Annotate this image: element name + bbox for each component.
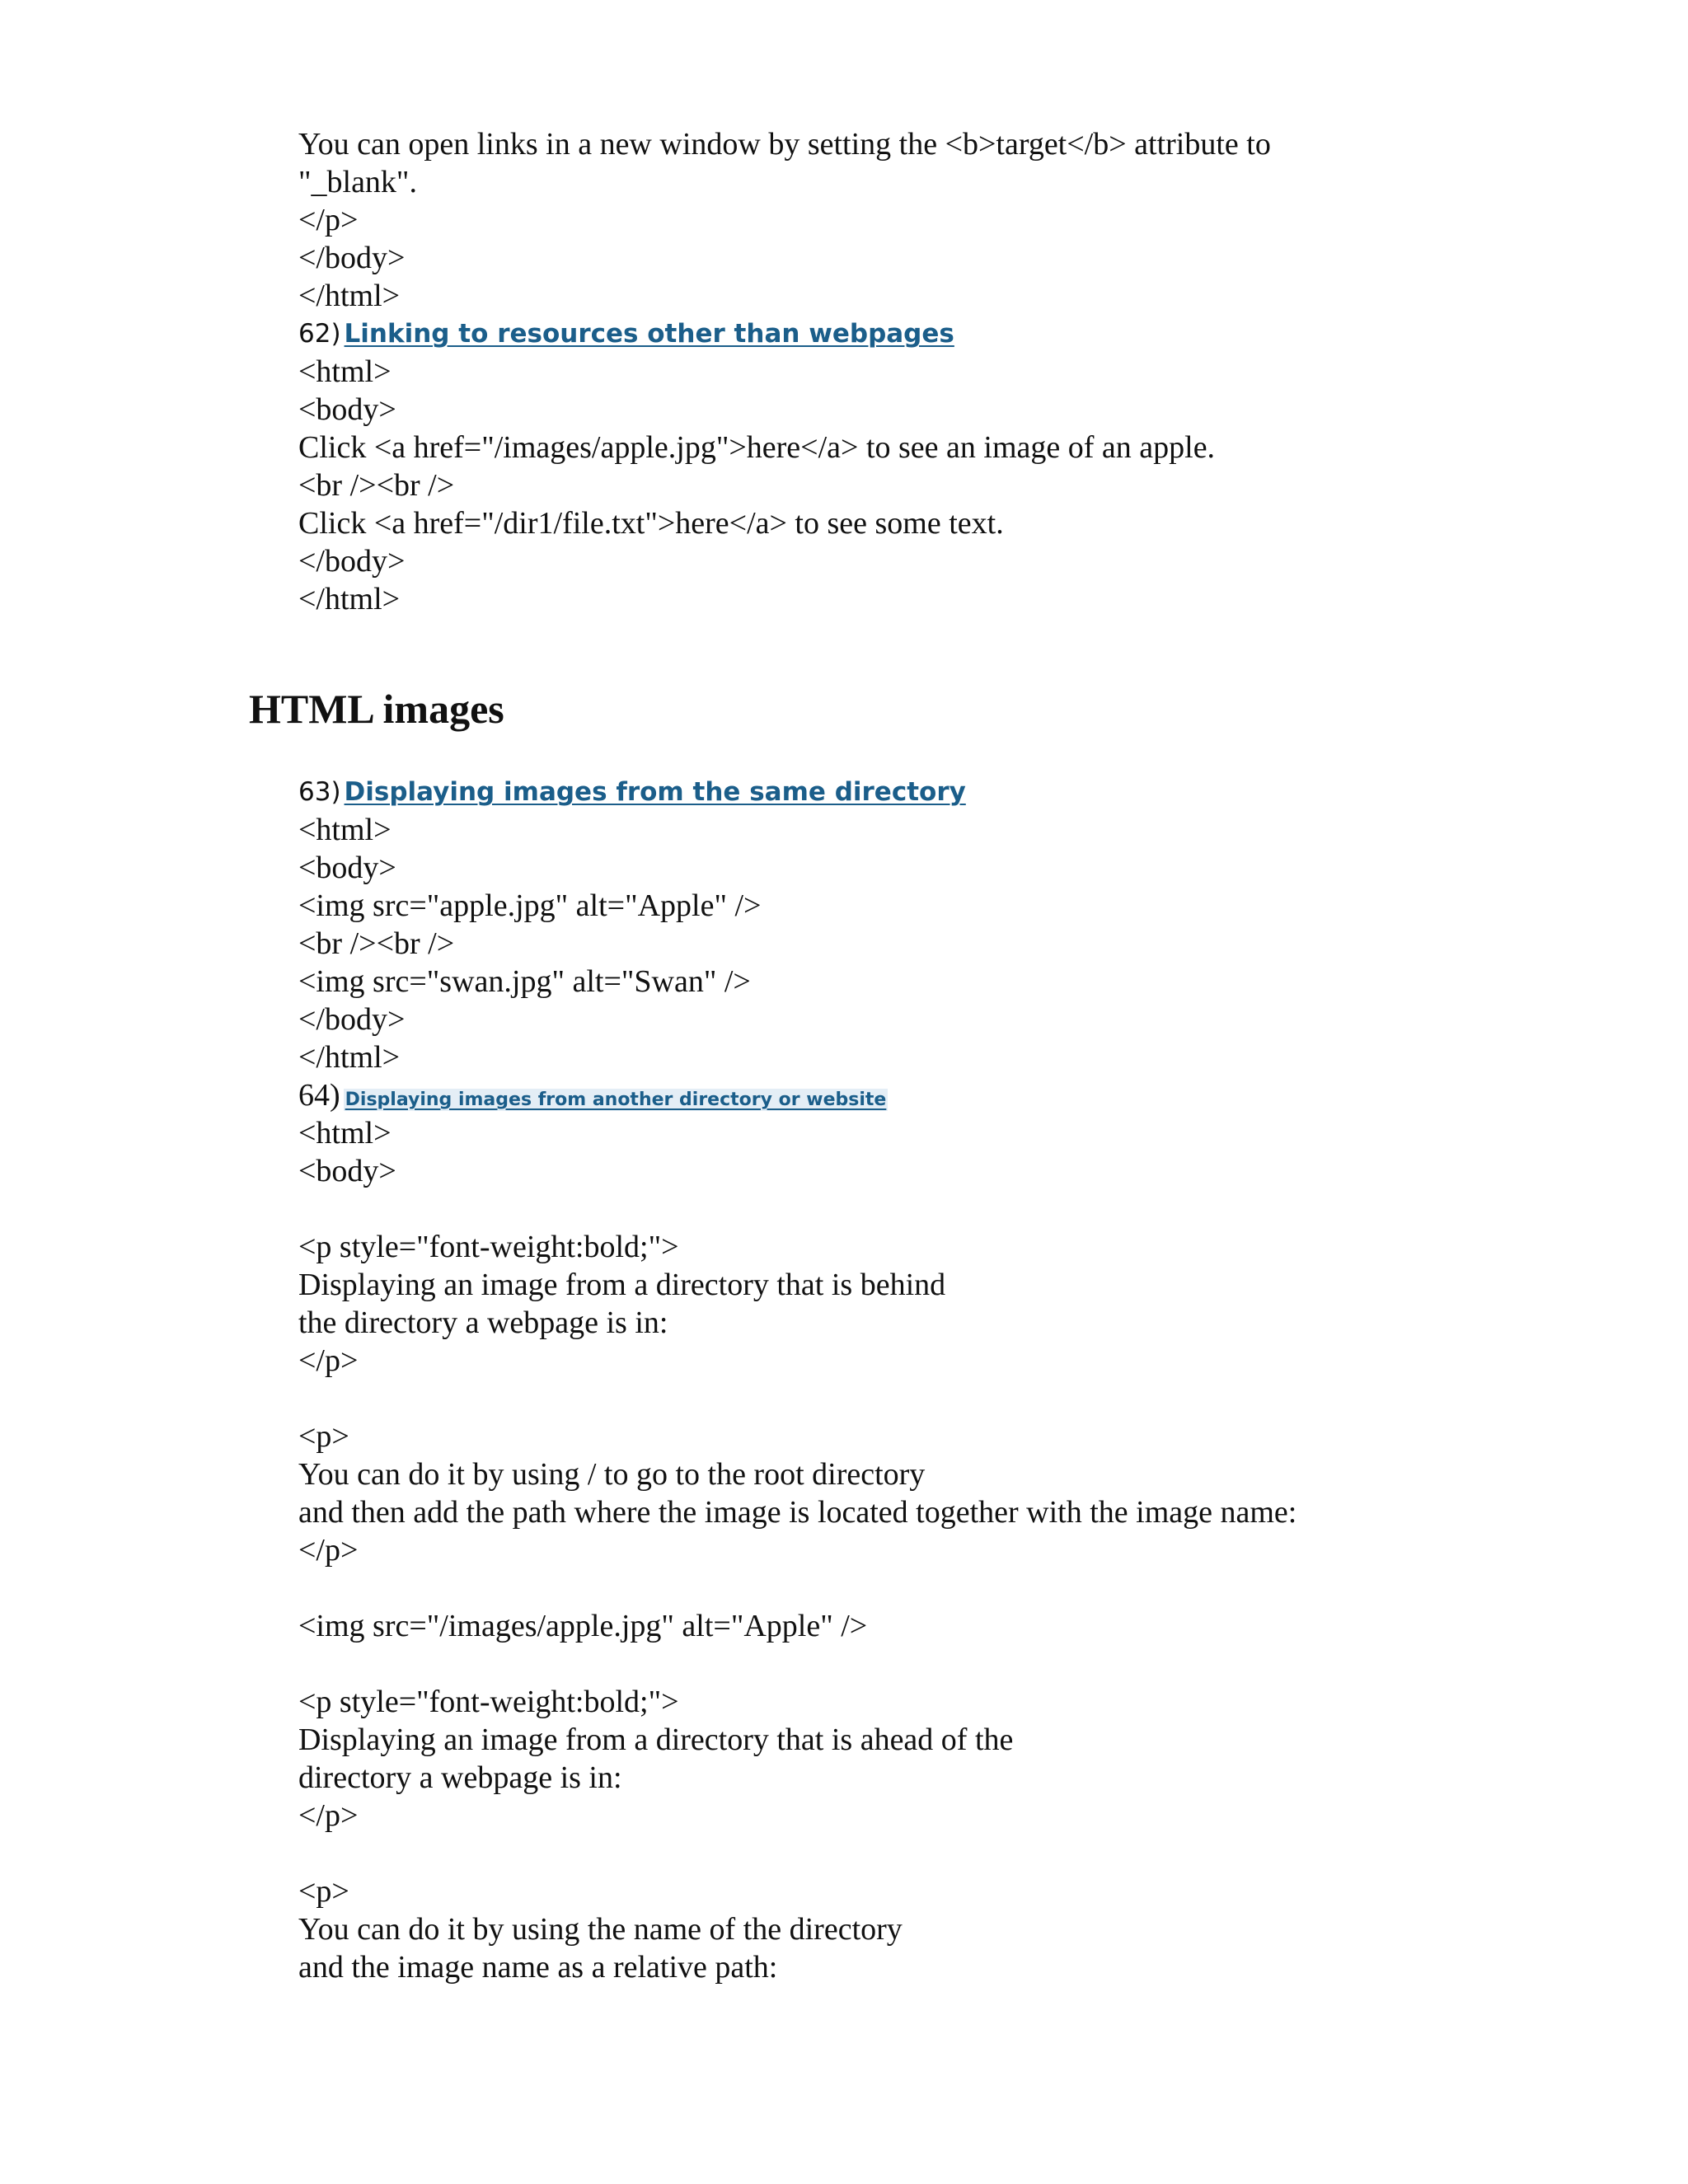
code-line: </html> [298, 582, 401, 616]
code-line: <p style="font-weight:bold;"> [298, 1230, 679, 1264]
code-line: You can open links in a new window by setting the <b>target</b> attribute to [298, 127, 1271, 162]
code-line: Click <a href="/dir1/file.txt">here</a> to see some text. [298, 506, 1004, 541]
blank-line [298, 1190, 1535, 1228]
code-line: <br /><br /> [298, 468, 455, 503]
code-line: You can do it by using / to go to the root directory [298, 1457, 926, 1492]
code-line: </html> [298, 1040, 401, 1075]
code-line: </p> [298, 1533, 359, 1568]
item-64-heading [298, 1076, 1535, 1114]
blank-line [298, 1569, 1535, 1607]
blank-line [298, 1645, 1535, 1683]
code-line: "_blank". [298, 165, 417, 199]
code-line: <p style="font-weight:bold;"> [298, 1685, 679, 1719]
link-displaying-images-another-directory[interactable]: Displaying images from another directory or website [345, 1090, 887, 1110]
code-line: directory a webpage is in: [298, 1760, 622, 1795]
code-line: and then add the path where the image is located together with the image name: [298, 1495, 1297, 1530]
code-line: <img src="/images/apple.jpg" alt="Apple" /> [298, 1609, 868, 1643]
item-number: 63) [298, 777, 341, 807]
code-line: Displaying an image from a directory that is behind [298, 1268, 946, 1302]
link-linking-to-resources[interactable]: Linking to resources other than webpages [344, 319, 954, 349]
code-line: </p> [298, 1343, 359, 1378]
blank-line [298, 1380, 1535, 1418]
code-line: <p> [298, 1874, 349, 1909]
code-line: the directory a webpage is in: [298, 1305, 668, 1340]
code-line: <img src="apple.jpg" alt="Apple" /> [298, 888, 762, 923]
code-line: </body> [298, 1002, 406, 1037]
code-line: <html> [298, 354, 392, 389]
code-block-target-blank [298, 125, 1535, 618]
code-line: <html> [298, 1116, 392, 1151]
code-block-images [298, 773, 1535, 1986]
code-line: <body> [298, 851, 396, 885]
item-63-heading [298, 773, 1535, 811]
code-line: <br /><br /> [298, 926, 455, 961]
code-line: <body> [298, 1154, 396, 1188]
link-displaying-images-same-directory[interactable]: Displaying images from the same directory [344, 777, 966, 807]
code-line: </html> [298, 279, 401, 313]
code-line: <html> [298, 813, 392, 847]
section-heading-html-images: HTML images [249, 686, 504, 732]
code-line: <img src="swan.jpg" alt="Swan" /> [298, 964, 751, 999]
blank-line [298, 1835, 1535, 1872]
code-line: You can do it by using the name of the directory [298, 1912, 903, 1947]
code-line: </p> [298, 1798, 359, 1833]
code-line: <p> [298, 1419, 349, 1454]
code-line: Displaying an image from a directory that is ahead of the [298, 1722, 1014, 1757]
item-62-heading [298, 315, 1535, 353]
code-line: and the image name as a relative path: [298, 1950, 778, 1985]
code-line: <body> [298, 392, 396, 427]
code-line: Click <a href="/images/apple.jpg">here</a> to see an image of an apple. [298, 430, 1216, 465]
code-line: </body> [298, 241, 406, 275]
code-line: </p> [298, 203, 359, 237]
item-number: 64) [298, 1078, 340, 1113]
code-line: </body> [298, 544, 406, 579]
item-number: 62) [298, 319, 341, 349]
